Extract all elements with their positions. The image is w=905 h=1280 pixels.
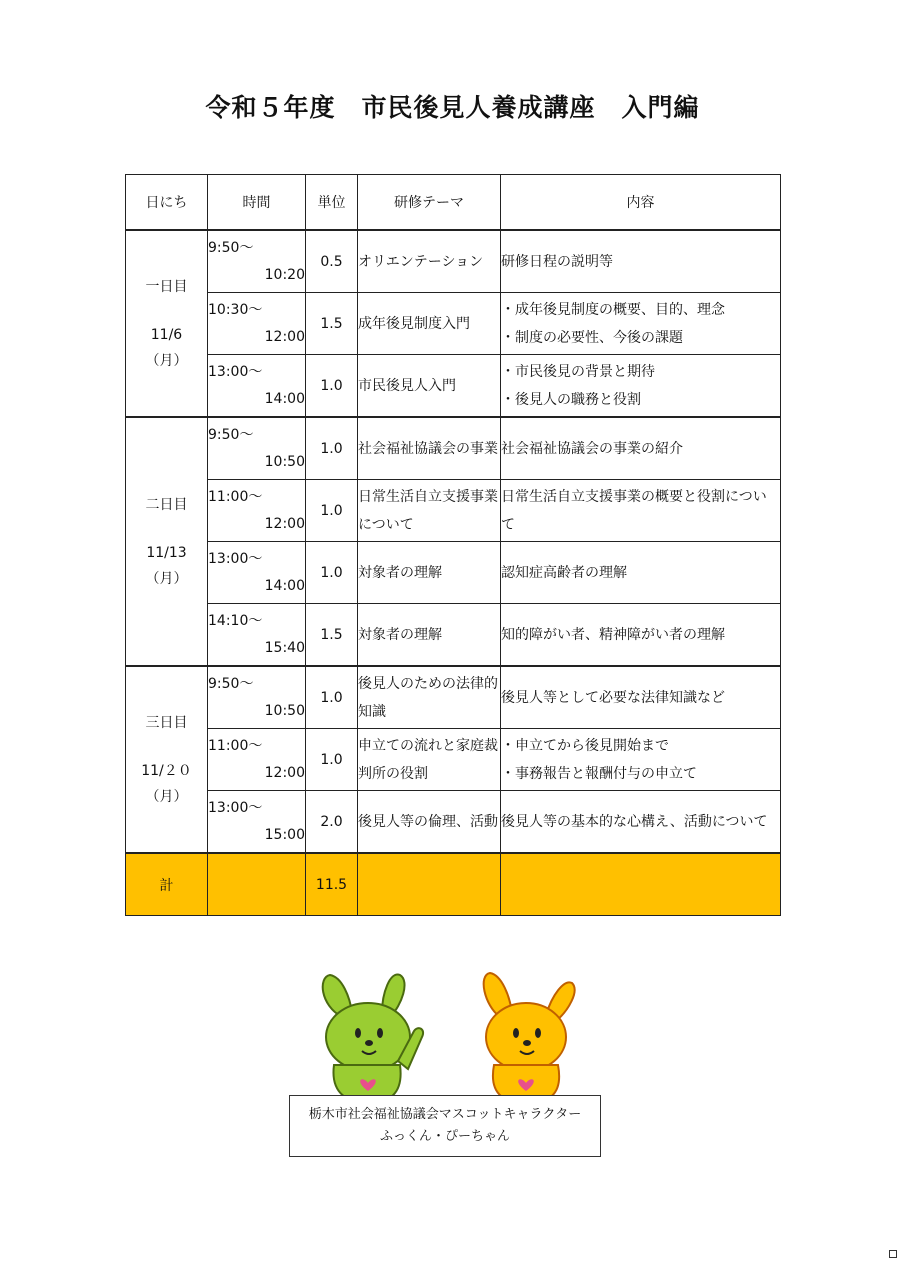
time-cell bbox=[208, 729, 306, 791]
start-time: 14:10～ bbox=[208, 612, 263, 629]
day-weekday: （月） bbox=[145, 788, 188, 805]
start-time: 11:00～ bbox=[208, 488, 263, 505]
time-cell bbox=[208, 293, 306, 355]
time-cell bbox=[208, 417, 306, 480]
start-time: 9:50～ bbox=[208, 426, 254, 443]
header-time: 時間 bbox=[208, 175, 306, 231]
day-weekday: （月） bbox=[145, 352, 188, 369]
caption-line2: ふっくん・ぴーちゃん bbox=[379, 1129, 510, 1144]
total-empty bbox=[358, 853, 501, 916]
content-line: 日常生活自立支援事業の概要と役割について bbox=[501, 488, 767, 533]
unit-cell: 2.0 bbox=[306, 791, 358, 854]
day-cell bbox=[126, 230, 208, 417]
end-time: 10:50 bbox=[264, 702, 305, 719]
page-title: 令和５年度 市民後見人養成講座 入門編 bbox=[205, 93, 700, 122]
table-row bbox=[126, 604, 781, 667]
day-weekday: （月） bbox=[145, 570, 188, 587]
start-time: 13:00～ bbox=[208, 363, 263, 380]
table-row bbox=[126, 355, 781, 418]
end-time: 15:40 bbox=[264, 639, 305, 656]
time-cell bbox=[208, 542, 306, 604]
caption-line1: 栃木市社会福祉協議会マスコットキャラクター bbox=[308, 1107, 582, 1122]
table-row bbox=[126, 791, 781, 854]
orange-mascot bbox=[484, 973, 575, 1103]
content-line: ・事務報告と報酬付与の申立て bbox=[501, 765, 697, 782]
table-row bbox=[126, 729, 781, 791]
theme-cell: 対象者の理解 bbox=[358, 604, 501, 667]
start-time: 10:30～ bbox=[208, 301, 263, 318]
content-line: 社会福祉協議会の事業の紹介 bbox=[501, 440, 683, 457]
content-line: 後見人等として必要な法律知識など bbox=[501, 689, 725, 706]
end-time: 14:00 bbox=[264, 390, 305, 407]
end-time: 12:00 bbox=[264, 328, 305, 345]
content-line: 後見人等の基本的な心構え、活動について bbox=[501, 813, 768, 830]
time-cell bbox=[208, 604, 306, 667]
table-row bbox=[126, 417, 781, 480]
header-theme: 研修テーマ bbox=[358, 175, 501, 231]
time-cell bbox=[208, 480, 306, 542]
content-line: 研修日程の説明等 bbox=[501, 253, 613, 270]
time-cell bbox=[208, 791, 306, 854]
unit-cell: 1.5 bbox=[306, 293, 358, 355]
time-cell bbox=[208, 230, 306, 293]
content-cell bbox=[501, 791, 781, 854]
content-cell bbox=[501, 542, 781, 604]
time-cell bbox=[208, 666, 306, 729]
content-cell bbox=[501, 293, 781, 355]
day-cell bbox=[126, 666, 208, 853]
end-time: 14:00 bbox=[264, 577, 305, 594]
unit-cell: 0.5 bbox=[306, 230, 358, 293]
table-row bbox=[126, 230, 781, 293]
end-time: 12:00 bbox=[264, 764, 305, 781]
end-time: 10:20 bbox=[264, 266, 305, 283]
theme-cell: オリエンテーション bbox=[358, 230, 501, 293]
content-line: 知的障がい者、精神障がい者の理解 bbox=[501, 626, 725, 643]
content-line: ・後見人の職務と役割 bbox=[501, 391, 641, 408]
table-row bbox=[126, 666, 781, 729]
day-date: 11/6 bbox=[150, 326, 183, 343]
header-unit: 単位 bbox=[306, 175, 358, 231]
start-time: 13:00～ bbox=[208, 550, 263, 567]
theme-cell: 申立ての流れと家庭裁判所の役割 bbox=[358, 729, 501, 791]
header-content: 内容 bbox=[501, 175, 781, 231]
start-time: 9:50～ bbox=[208, 675, 254, 692]
total-empty bbox=[208, 853, 306, 916]
day-label: 三日目 bbox=[145, 714, 188, 731]
end-time: 10:50 bbox=[264, 453, 305, 470]
content-line: ・制度の必要性、今後の課題 bbox=[501, 329, 683, 346]
content-cell bbox=[501, 417, 781, 480]
day-label: 一日目 bbox=[145, 278, 188, 295]
unit-cell: 1.0 bbox=[306, 355, 358, 418]
unit-cell: 1.0 bbox=[306, 480, 358, 542]
total-label: 計 bbox=[126, 853, 208, 916]
time-cell bbox=[208, 355, 306, 418]
theme-cell: 後見人等の倫理、活動 bbox=[358, 791, 501, 854]
total-row bbox=[126, 853, 781, 916]
start-time: 13:00～ bbox=[208, 799, 263, 816]
content-line: ・市民後見の背景と期待 bbox=[501, 363, 655, 380]
mascot-caption bbox=[289, 1095, 601, 1157]
content-line: ・成年後見制度の概要、目的、理念 bbox=[501, 301, 725, 318]
unit-cell: 1.0 bbox=[306, 666, 358, 729]
header-date: 日にち bbox=[126, 175, 208, 231]
theme-cell: 後見人のための法律的知識 bbox=[358, 666, 501, 729]
day-date: 11/２０ bbox=[141, 762, 192, 779]
theme-cell: 対象者の理解 bbox=[358, 542, 501, 604]
start-time: 11:00～ bbox=[208, 737, 263, 754]
content-line: ・申立てから後見開始まで bbox=[501, 737, 669, 754]
table-row bbox=[126, 293, 781, 355]
table-row bbox=[126, 542, 781, 604]
content-line: 認知症高齢者の理解 bbox=[501, 564, 627, 581]
end-time: 12:00 bbox=[264, 515, 305, 532]
theme-cell: 成年後見制度入門 bbox=[358, 293, 501, 355]
end-time: 15:00 bbox=[264, 826, 305, 843]
mascot-image bbox=[290, 965, 620, 1105]
content-cell bbox=[501, 480, 781, 542]
day-cell bbox=[126, 417, 208, 666]
unit-cell: 1.0 bbox=[306, 542, 358, 604]
day-label: 二日目 bbox=[145, 496, 188, 513]
unit-cell: 1.5 bbox=[306, 604, 358, 667]
schedule-table bbox=[125, 174, 781, 916]
total-empty bbox=[501, 853, 781, 916]
day-date: 11/13 bbox=[146, 544, 187, 561]
content-cell bbox=[501, 729, 781, 791]
start-time: 9:50～ bbox=[208, 239, 254, 256]
content-cell bbox=[501, 666, 781, 729]
content-cell bbox=[501, 355, 781, 418]
content-cell bbox=[501, 604, 781, 667]
unit-cell: 1.0 bbox=[306, 729, 358, 791]
total-unit: 11.5 bbox=[306, 853, 358, 916]
content-cell bbox=[501, 230, 781, 293]
table-header-row bbox=[126, 175, 781, 231]
table-row bbox=[126, 480, 781, 542]
unit-cell: 1.0 bbox=[306, 417, 358, 480]
theme-cell: 社会福祉協議会の事業 bbox=[358, 417, 501, 480]
green-mascot bbox=[323, 975, 423, 1103]
theme-cell: 市民後見人入門 bbox=[358, 355, 501, 418]
corner-mark bbox=[889, 1250, 897, 1258]
theme-cell: 日常生活自立支援事業について bbox=[358, 480, 501, 542]
